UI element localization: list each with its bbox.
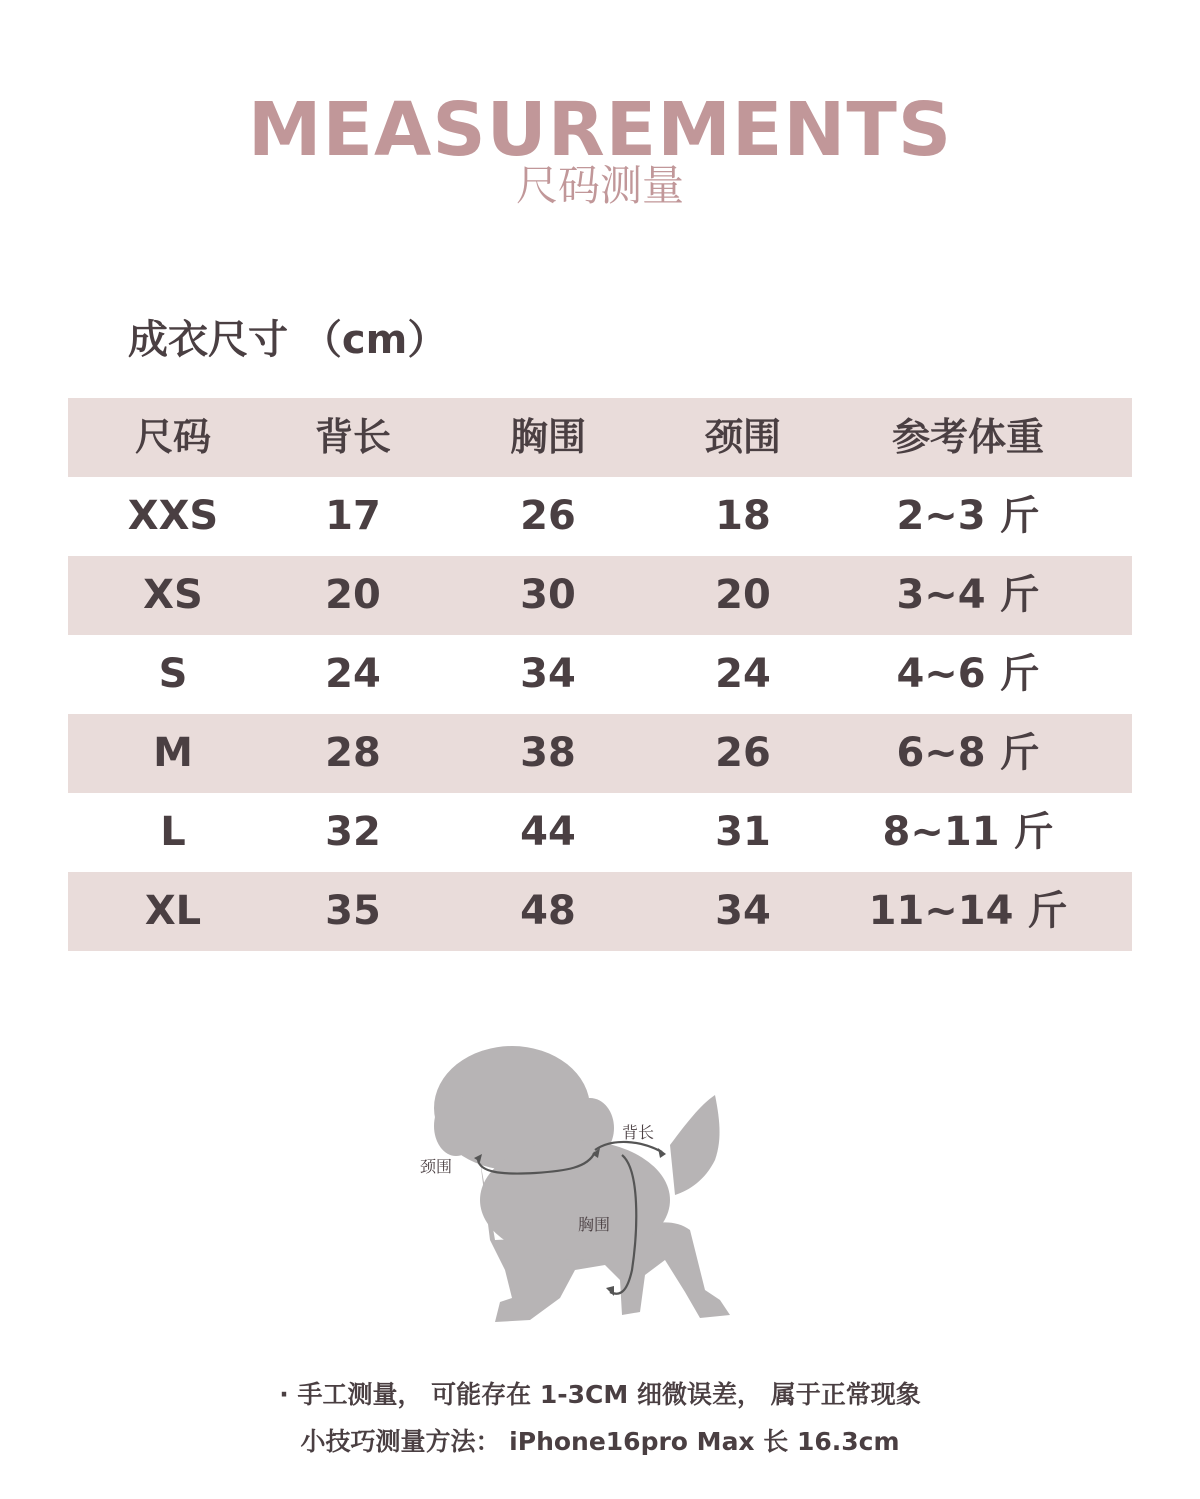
table-row xyxy=(68,635,1132,714)
cell-back-length: 17 xyxy=(325,493,381,539)
cell-size: XXS xyxy=(127,493,219,539)
dog-silhouette-icon xyxy=(434,1046,730,1322)
cell-chest: 48 xyxy=(520,888,576,934)
cell-back-length: 32 xyxy=(325,809,381,855)
cell-neck: 18 xyxy=(715,493,771,539)
cell-size: S xyxy=(158,651,188,697)
cell-weight: 3~4 斤 xyxy=(896,572,1040,618)
cell-size: XL xyxy=(144,888,202,934)
cell-neck: 26 xyxy=(715,730,771,776)
page-title: MEASUREMENTS xyxy=(247,87,953,173)
cell-back-length: 28 xyxy=(325,730,381,776)
size-table xyxy=(68,398,1132,951)
header-neck: 颈围 xyxy=(704,415,781,459)
back-length-label: 背长 xyxy=(622,1123,655,1142)
table-row xyxy=(68,872,1132,951)
cell-back-length: 24 xyxy=(325,651,381,697)
cell-chest: 34 xyxy=(520,651,576,697)
table-header-row xyxy=(68,398,1132,477)
measurement-tip-note: 小技巧测量方法： iPhone16pro Max 长 16.3cm xyxy=(300,1427,900,1456)
page-subtitle: 尺码测量 xyxy=(515,161,684,210)
header-chest: 胸围 xyxy=(509,415,586,459)
cell-neck: 20 xyxy=(715,572,771,618)
table-row xyxy=(68,793,1132,872)
measurement-error-note: · 手工测量， 可能存在 1-3CM 细微误差， 属于正常现象 xyxy=(279,1380,921,1409)
cell-chest: 38 xyxy=(520,730,576,776)
table-row xyxy=(68,556,1132,635)
cell-size: XS xyxy=(143,572,203,618)
cell-back-length: 35 xyxy=(325,888,381,934)
cell-weight: 4~6 斤 xyxy=(896,651,1040,697)
cell-neck: 31 xyxy=(715,809,771,855)
cell-neck: 34 xyxy=(715,888,771,934)
cell-back-length: 20 xyxy=(325,572,381,618)
cell-chest: 44 xyxy=(520,809,576,855)
cell-weight: 11~14 斤 xyxy=(868,888,1068,934)
cell-chest: 30 xyxy=(520,572,576,618)
cell-size: L xyxy=(160,809,186,855)
neck-label: 颈围 xyxy=(420,1157,453,1176)
cell-size: M xyxy=(153,730,193,776)
cell-weight: 2~3 斤 xyxy=(896,493,1040,539)
table-row xyxy=(68,714,1132,793)
chest-label: 胸围 xyxy=(578,1215,611,1234)
cell-chest: 26 xyxy=(520,493,576,539)
dog-measurement-diagram xyxy=(400,1030,800,1340)
cell-weight: 8~11 斤 xyxy=(882,809,1054,855)
section-title: 成衣尺寸 （cm） xyxy=(128,317,448,363)
cell-weight: 6~8 斤 xyxy=(896,730,1040,776)
header-size: 尺码 xyxy=(134,415,211,459)
cell-neck: 24 xyxy=(715,651,771,697)
table-row xyxy=(68,477,1132,556)
header-back-length: 背长 xyxy=(314,415,391,459)
header-weight: 参考体重 xyxy=(891,415,1044,459)
